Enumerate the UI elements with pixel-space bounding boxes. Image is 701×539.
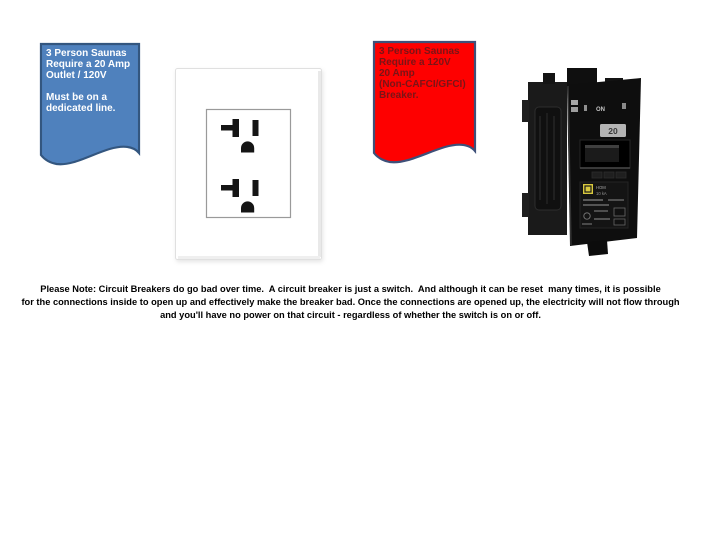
callout-line: 3 Person Saunas <box>46 48 127 59</box>
toggle-handle-highlight <box>585 145 619 148</box>
spec-box <box>614 219 625 225</box>
plate-shade-bottom <box>178 256 320 259</box>
note-line-3: and you'll have no power on that circuit - regardless of whether the switch is on or off. <box>160 310 541 320</box>
callout-line: Require a 120V <box>379 57 451 68</box>
mounting-clip-bottom <box>522 193 529 217</box>
spec-text-row <box>583 199 603 201</box>
callout-line: Require a 20 Amp <box>46 59 131 70</box>
breaker-callout-text <box>379 46 473 101</box>
callout-line: Breaker. <box>379 90 419 101</box>
spec-box <box>614 208 625 216</box>
spec-text-row <box>582 223 592 225</box>
plate-shade-right <box>318 71 321 257</box>
spec-text-row <box>594 210 608 212</box>
on-marking-tick <box>571 107 578 112</box>
breaker-top-nub <box>543 73 555 84</box>
on-label: ON <box>596 107 605 113</box>
outlet-requirements-callout <box>39 42 141 168</box>
embossed-mark <box>604 172 614 178</box>
breaker-requirements-callout <box>372 40 477 166</box>
breaker-drawing <box>518 58 648 260</box>
amp-rating-label: 20 <box>608 126 618 136</box>
breaker-side-recess <box>535 107 561 210</box>
outlet-drawing <box>175 68 322 260</box>
hot-slot <box>253 180 259 196</box>
embossed-mark <box>592 172 602 178</box>
embossed-mark <box>616 172 626 178</box>
spec-text-row <box>608 199 624 201</box>
callout-line: dedicated line. <box>46 103 116 114</box>
please-note-text <box>0 283 701 322</box>
note-line-1: Please Note: Circuit Breakers do go bad over time. A circuit breaker is just a switch. And although it can be reset many times, it is possible <box>40 284 661 294</box>
hot-slot <box>253 120 259 136</box>
spec-label-line1: HOM <box>596 185 606 190</box>
breaker-image <box>518 58 648 260</box>
spec-label-line2: 10 kA <box>596 191 607 196</box>
breaker-bottom-lug <box>587 240 608 256</box>
callout-line: Must be on a <box>46 92 108 103</box>
neutral-t-slot-vertical <box>233 119 240 137</box>
callout-line: (Non-CAFCI/GFCI) <box>379 79 466 90</box>
spec-text-row <box>594 218 610 220</box>
outlet-image <box>175 68 322 260</box>
position-mark <box>584 105 587 111</box>
callout-line: 3 Person Saunas <box>379 46 460 57</box>
position-mark <box>622 103 626 109</box>
callout-line-blank <box>46 81 137 92</box>
outlet-callout-text <box>46 48 137 114</box>
note-line-2: for the connections inside to open up and effectively make the breaker bad. Once the connections are opened up, the electricity will not flow through <box>21 297 680 307</box>
callout-line: Outlet / 120V <box>46 70 107 81</box>
off-marking-tick <box>571 100 578 105</box>
callout-line: 20 Amp <box>379 68 415 79</box>
neutral-t-slot-vertical <box>233 179 240 197</box>
receptacle-face-frame <box>207 110 291 218</box>
mounting-clip-top <box>522 100 529 122</box>
spec-text-row <box>583 204 609 206</box>
